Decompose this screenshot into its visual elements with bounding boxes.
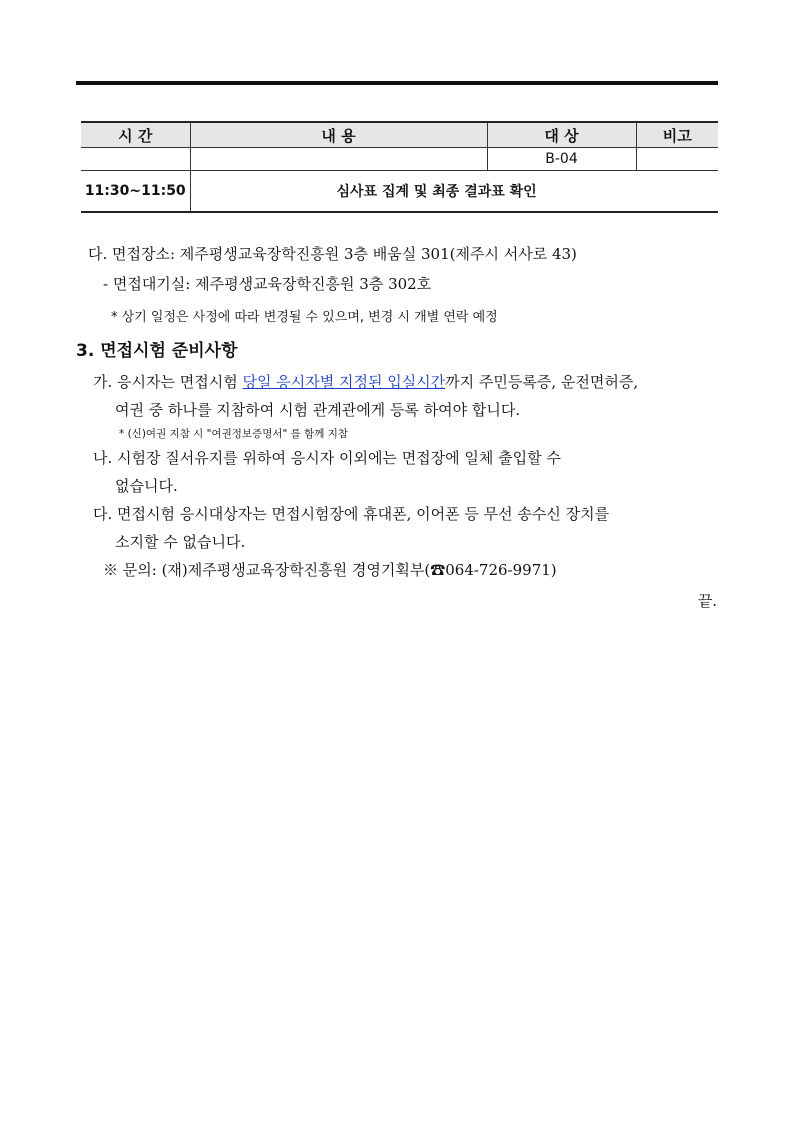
item-ga-note: * (신)여권 지참 시 "여권정보증명서" 를 함께 지참 xyxy=(119,428,349,440)
item-ga-link[interactable]: 당일 응시자별 지정된 입실시간 xyxy=(242,373,446,391)
end-mark: 끝. xyxy=(697,592,717,610)
item-ga-prefix: 가. 응시자는 면접시험 xyxy=(93,373,243,391)
table-cell xyxy=(190,148,487,171)
item-na-line2: 없습니다. xyxy=(115,477,178,495)
table-cell: B-04 xyxy=(487,148,636,171)
item-da-line1: 다. 면접시험 응시대상자는 면접시험장에 휴대폰, 이어폰 등 무선 송수신 장치를 xyxy=(93,505,610,523)
header-content: 내 용 xyxy=(190,122,487,148)
venue-note: * 상기 일정은 사정에 따라 변경될 수 있으며, 변경 시 개별 연락 예정 xyxy=(111,310,498,325)
item-ga-line2: 여권 중 하나를 지참하여 시험 관계관에게 등록 하여야 합니다. xyxy=(115,401,521,419)
header-target: 대 상 xyxy=(487,122,636,148)
schedule-table xyxy=(81,121,718,213)
item-da-line2: 소지할 수 없습니다. xyxy=(115,533,246,551)
top-rule xyxy=(76,81,718,85)
table-cell xyxy=(81,148,190,171)
table-cell: 11:30~11:50 xyxy=(81,171,190,213)
contact-info: ※ 문의: (재)제주평생교육장학진흥원 경영기획부(☎064-726-9971) xyxy=(103,561,557,579)
venue-main: 다. 면접장소: 제주평생교육장학진흥원 3층 배움실 301(제주시 서사로 43) xyxy=(88,245,577,263)
table-cell: 심사표 집계 및 최종 결과표 확인 xyxy=(190,171,718,213)
table-row xyxy=(81,148,718,171)
header-remarks: 비고 xyxy=(636,122,718,148)
item-ga-line1 xyxy=(93,371,638,392)
table-header-row xyxy=(81,122,718,148)
venue-waiting: - 면접대기실: 제주평생교육장학진흥원 3층 302호 xyxy=(103,275,432,293)
table-row xyxy=(81,171,718,213)
table-cell xyxy=(636,148,718,171)
item-na-line1: 나. 시험장 질서유지를 위하여 응시자 이외에는 면접장에 일체 출입할 수 xyxy=(93,449,561,467)
section-title: 3. 면접시험 준비사항 xyxy=(76,341,238,361)
header-time: 시 간 xyxy=(81,122,190,148)
item-ga-suffix: 까지 주민등록증, 운전면허증, xyxy=(445,373,639,391)
